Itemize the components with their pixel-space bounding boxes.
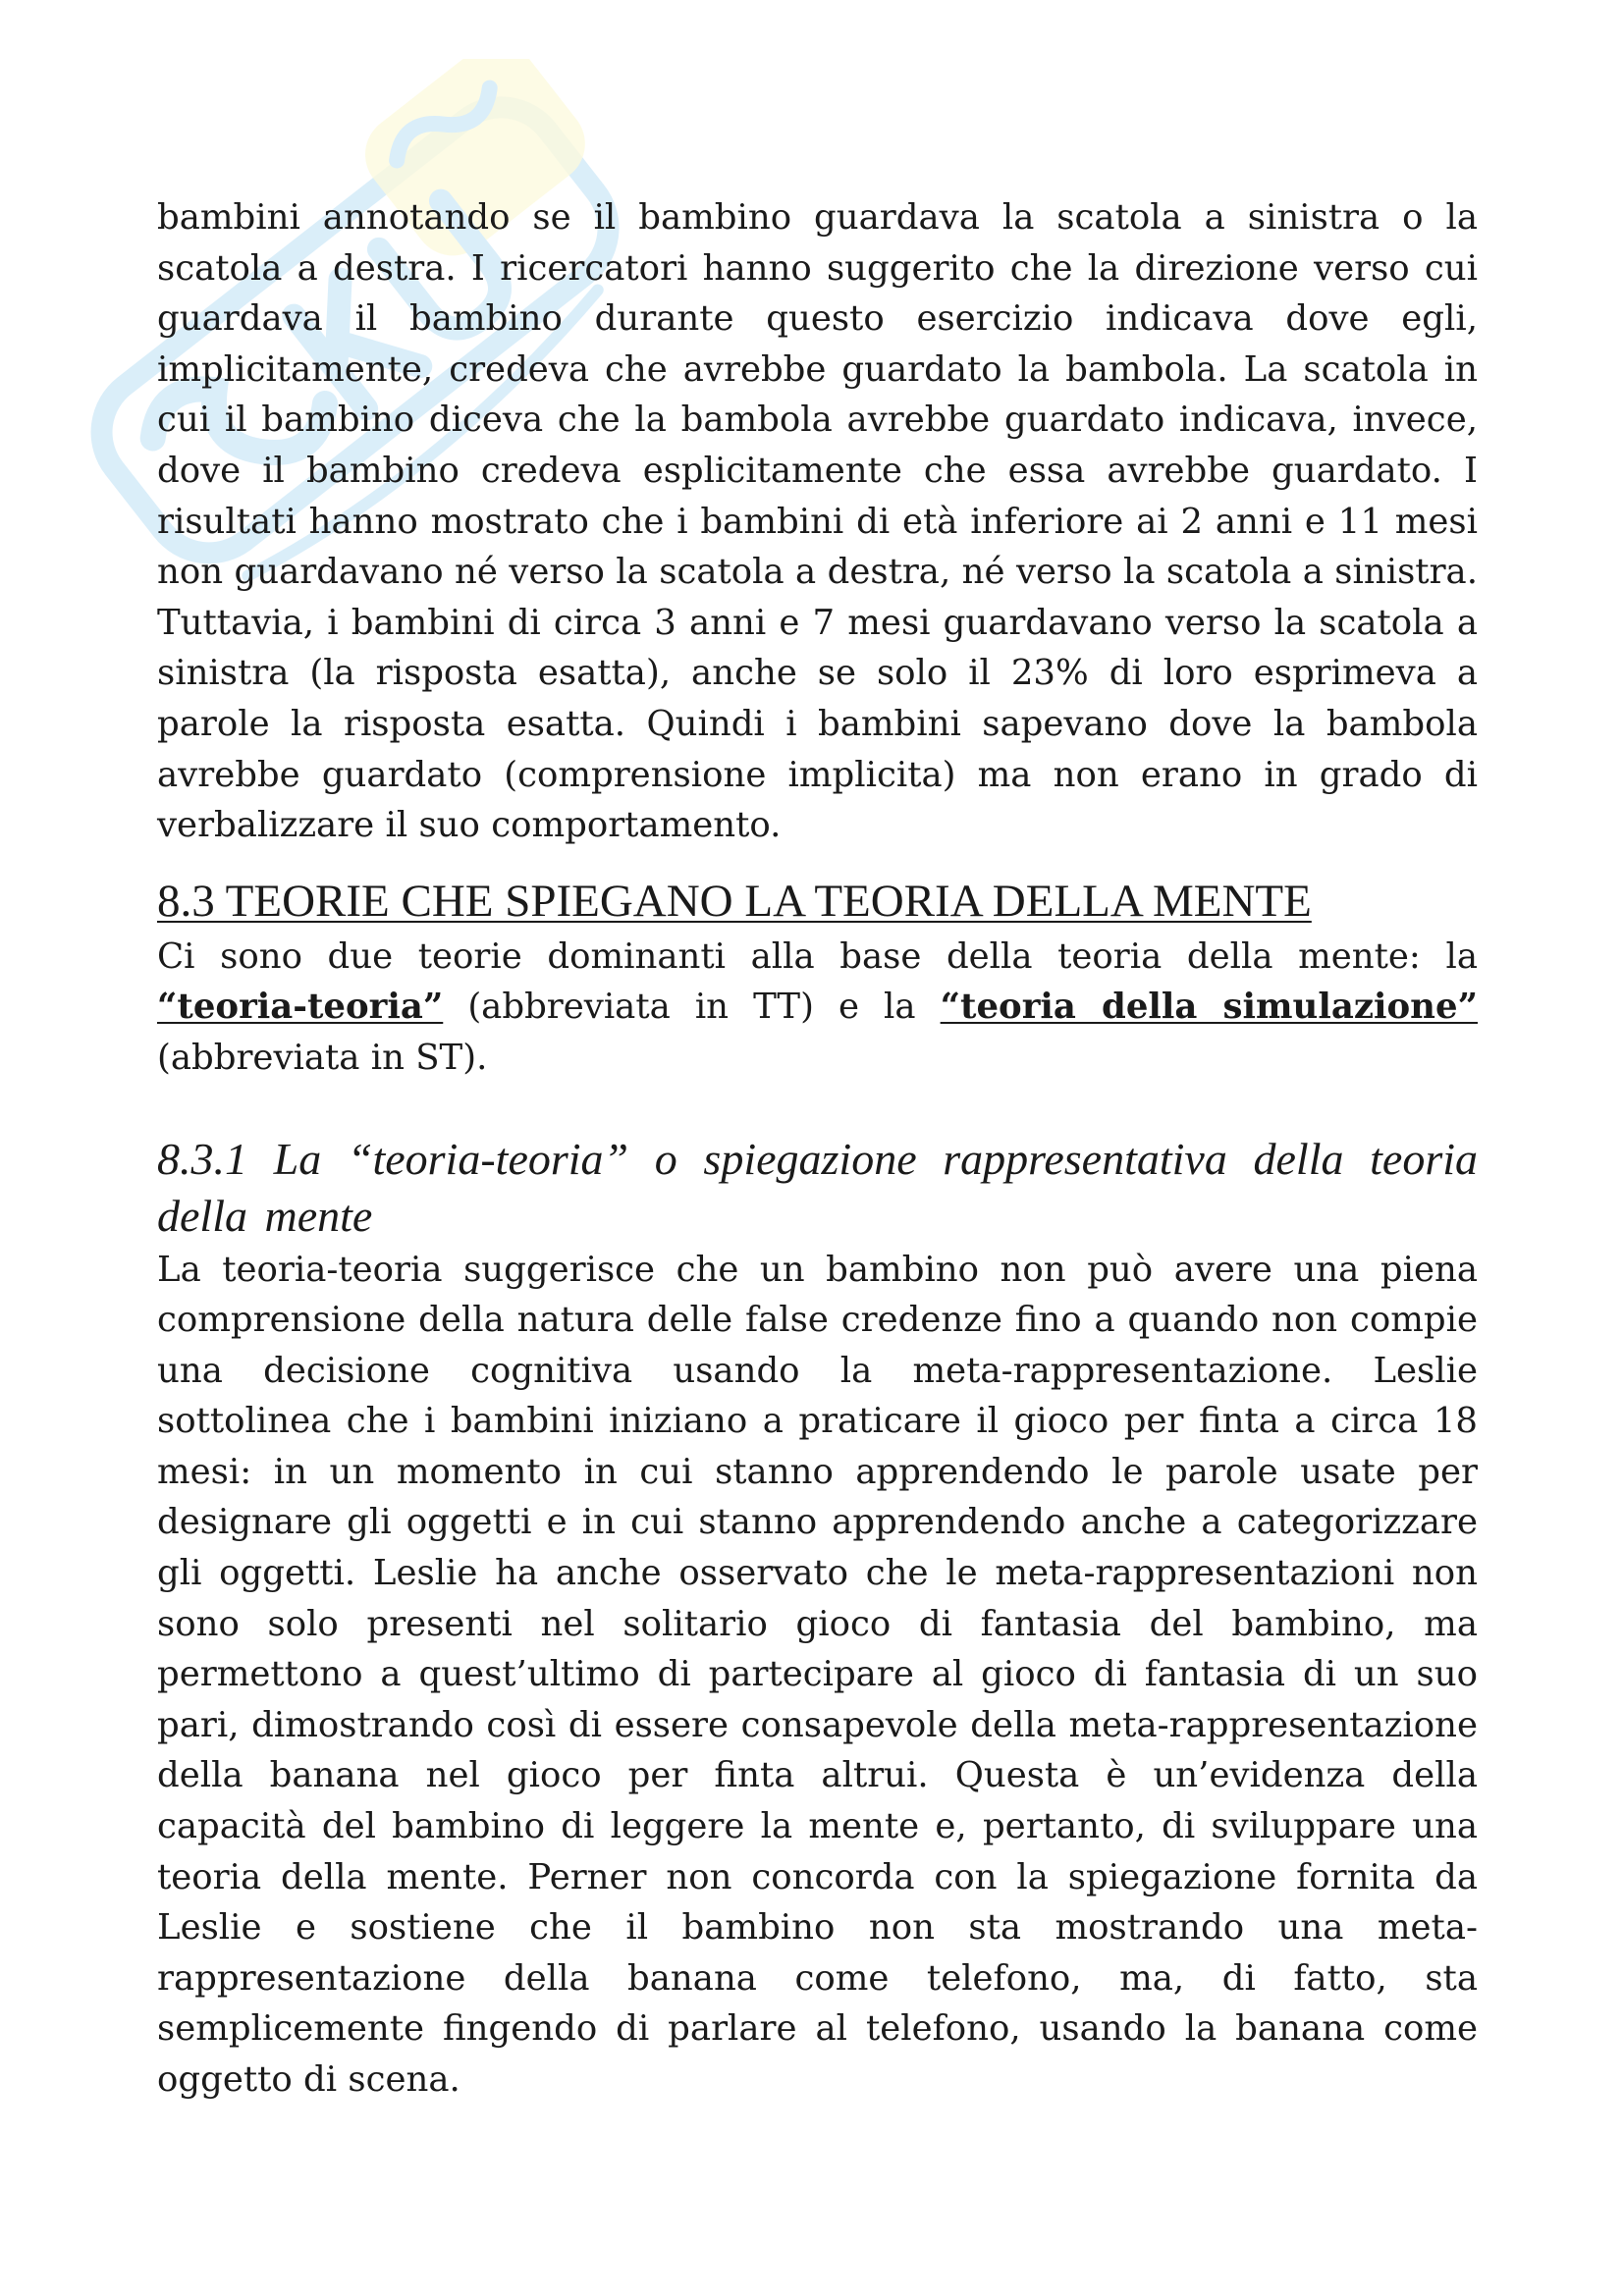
section-8-3-text-part2: (abbreviata in TT) e la (443, 987, 941, 1028)
intro-paragraph: bambini annotando se il bambino guardava la scatola a sinistra o la scatola a destra. I ricercatori hanno suggerito che la direzione verso cui guardava il bambino durante questo esercizio indicava dove egli, implicitamente, credeva che avrebbe guardato la bambola. La scatola in cui il bambino diceva che la bambola avrebbe guardato indicava, invece, dove il bambino credeva esplicitamente che essa avrebbe guardato. I risultati hanno mostrato che i bambini di età inferiore ai 2 anni e 11 mesi non guardavano né verso la scatola a destra, né verso la scatola a sinistra. Tuttavia, i bambini di circa 3 anni e 7 mesi guardavano verso la scatola a sinistra (la risposta esatta), anche se solo il 23% di loro esprimeva a parole la risposta esatta. Quindi i bambini sapevano dove la bambola avrebbe guardato (comprensione implicita) ma non erano in grado di verbalizzare il suo comportamento. (157, 197, 1478, 846)
term-teoria-simulazione: “teoria della simulazione” (940, 987, 1478, 1028)
section-8-3-1-paragraph: La teoria-teoria suggerisce che un bambino non può avere una piena comprensione della natura delle false credenze fino a quando non compie una decisione cognitiva usando la meta-rappresentazione. Leslie sottolinea che i bambini iniziano a praticare il gioco per finta a circa 18 mesi: in un momento in cui stanno apprendendo le parole usate per designare gli oggetti e in cui stanno apprendendo anche a categorizzare gli oggetti. Leslie ha anche osservato che le meta-rappresentazioni non sono solo presenti nel solitario gioco di fantasia del bambino, ma permettono a quest’ultimo di partecipare al gioco di fantasia di un suo pari, dimostrando così di essere consapevole della meta-rappresentazione della banana nel gioco per finta altrui. Questa è un’evidenza della capacità del bambino di leggere la mente e, pertanto, di sviluppare una teoria della mente. Perner non concorda con la spiegazione fornita da Leslie e sostiene che il bambino non sta mostrando una meta-rappresentazione della banana come telefono, ma, di fatto, sta semplicemente fingendo di parlare al telefono, usando la banana come oggetto di scena. (157, 1249, 1478, 2100)
document-body (157, 192, 1478, 2106)
section-8-3-text-part3: (abbreviata in ST). (157, 1037, 488, 1078)
section-8-3-text-part1: Ci sono due teorie dominanti alla base della teoria della mente: la (157, 935, 1478, 977)
section-8-3-1-heading: 8.3.1 La “teoria-teoria” o spiegazione rappresentativa della teoria della mente (157, 1133, 1478, 1241)
section-8-3-heading: 8.3 TEORIE CHE SPIEGANO LA TEORIA DELLA MENTE (157, 875, 1312, 927)
term-teoria-teoria: “teoria-teoria” (157, 987, 444, 1028)
section-8-3-paragraph (157, 932, 1478, 1084)
